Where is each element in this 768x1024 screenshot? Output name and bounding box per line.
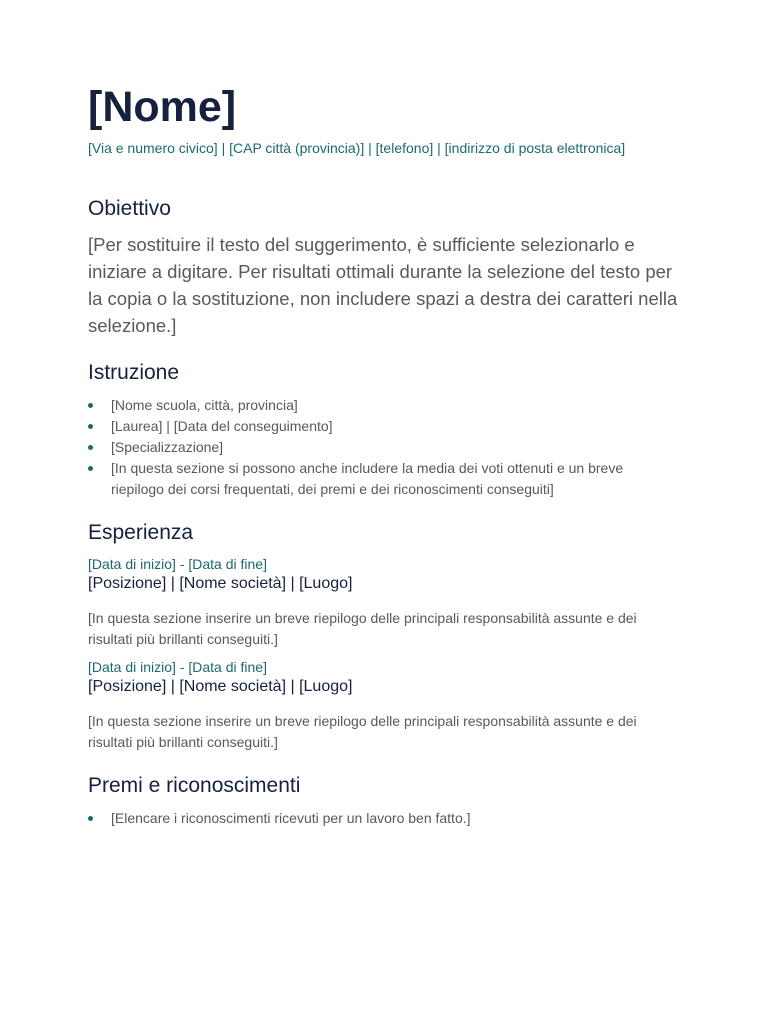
contact-info[interactable]: [Via e numero civico] | [CAP città (provincia)] | [telefono] | [indirizzo di posta elettronica] [88, 140, 626, 156]
experience-heading: Esperienza [88, 521, 194, 544]
resume-name[interactable]: [Nome] [88, 83, 237, 131]
awards-item: [Elencare i riconoscimenti ricevuti per un lavoro ben fatto.] [111, 810, 471, 826]
experience-1-summary[interactable]: [In questa sezione inserire un breve riepilogo delle principali responsabilità assunte e dei risultati più brillanti conseguiti.] [88, 610, 637, 647]
education-list [88, 395, 668, 500]
list-item[interactable] [88, 458, 668, 500]
list-item[interactable] [88, 808, 668, 829]
education-item-notes: [In questa sezione si possono anche includere la media dei voti ottenuti e un breve riepilogo dei corsi frequentati, dei premi e dei riconoscimenti conseguiti] [111, 460, 624, 497]
list-item[interactable] [88, 437, 668, 458]
experience-2-summary[interactable]: [In questa sezione inserire un breve riepilogo delle principali responsabilità assunte e dei risultati più brillanti conseguiti.] [88, 713, 637, 750]
bullet-icon [88, 424, 93, 429]
bullet-icon [88, 816, 93, 821]
experience-1-dates[interactable]: [Data di inizio] - [Data di fine] [88, 556, 267, 572]
list-item[interactable] [88, 416, 668, 437]
education-heading: Istruzione [88, 361, 180, 384]
bullet-icon [88, 403, 93, 408]
experience-2-dates[interactable]: [Data di inizio] - [Data di fine] [88, 659, 267, 675]
experience-2-position[interactable]: [Posizione] | [Nome società] | [Luogo] [88, 678, 353, 695]
experience-1-position[interactable]: [Posizione] | [Nome società] | [Luogo] [88, 575, 353, 592]
awards-list [88, 808, 668, 829]
objective-text[interactable]: [Per sostituire il testo del suggerimento, è sufficiente selezionarlo e iniziare a digitare. Per risultati ottimali durante la selezione del testo per la copia o la sostituzione, non includere spazi a destra dei caratteri nella selezione.] [88, 234, 678, 336]
list-item[interactable] [88, 395, 668, 416]
bullet-icon [88, 466, 93, 471]
education-item-major: [Specializzazione] [111, 439, 224, 455]
awards-heading: Premi e riconoscimenti [88, 774, 301, 797]
education-item-degree: [Laurea] | [Data del conseguimento] [111, 418, 333, 434]
objective-heading: Obiettivo [88, 197, 171, 220]
education-item-school: [Nome scuola, città, provincia] [111, 397, 298, 413]
bullet-icon [88, 445, 93, 450]
